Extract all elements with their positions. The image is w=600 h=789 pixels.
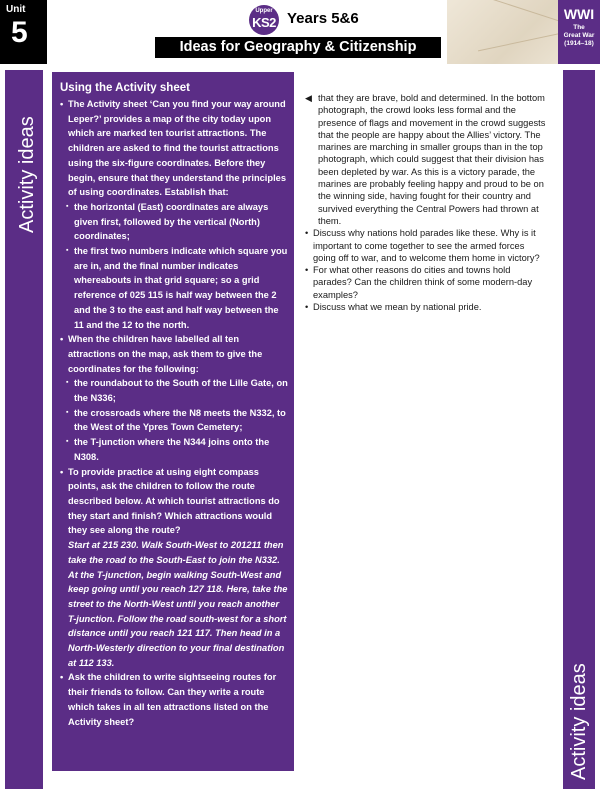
ks2-upper-label: Upper bbox=[255, 8, 273, 14]
unit-number: 5 bbox=[11, 16, 28, 49]
wwi-subtitle bbox=[558, 24, 600, 48]
continued-text: that they are brave, bold and determined. In the bottom photograph, the crowd looks less formal and the presence of flags and movement in the crowd suggests that the people are happy about the Allies’ victory. The marines are marching in smaller groups than in the top photograph, which could suggest that their division has been depleted by war. As this is a victory parade, the marines are probably feeling happy and proud to be on the winning side, having fought for their country and survived everything the Central Powers had thrown at them. bbox=[318, 93, 546, 226]
discussion-bullet: • Discuss why nations hold parades like these. Why is it important to come together to see the armed forces going off to war, and to welcome them home in victory? bbox=[305, 227, 549, 264]
discussion-bullet: • For what other reasons do cities and towns hold parades? Can the children think of some modern-day examples? bbox=[305, 264, 549, 301]
unit-label: Unit bbox=[6, 4, 26, 15]
activity-heading: Using the Activity sheet bbox=[60, 82, 190, 94]
right-side-label-text: Activity ideas bbox=[568, 663, 590, 780]
right-column bbox=[305, 92, 549, 313]
activity-sub-bullet: ▪ the horizontal (East) coordinates are always given first, followed by the vertical (North) coordinates; bbox=[60, 200, 288, 244]
wwi-line-2: Great War bbox=[563, 32, 595, 39]
activity-sub-bullet: ▪ the crossroads where the N8 meets the N332, to the West of the Ypres Town Cemetery; bbox=[60, 406, 288, 435]
years-label: Years 5&6 bbox=[287, 10, 359, 27]
ks2-label: KS2 bbox=[252, 15, 276, 30]
page-title: Ideas for Geography & Citizenship bbox=[155, 37, 441, 58]
activity-bullet: • When the children have labelled all ten attractions on the map, ask them to give the coordinates for the following: bbox=[60, 332, 288, 376]
ks2-badge bbox=[249, 5, 279, 35]
wwi-label: WWI bbox=[563, 6, 595, 22]
discussion-bullet: • Discuss what we mean by national pride. bbox=[305, 301, 549, 313]
activity-sub-bullet: ▪ the roundabout to the South of the Lille Gate, on the N336; bbox=[60, 376, 288, 405]
wwi-line-1: The bbox=[573, 24, 585, 31]
wwi-line-3: (1914–18) bbox=[564, 40, 594, 47]
wwi-badge bbox=[558, 0, 600, 64]
activity-bullet: • To provide practice at using eight compass points, ask the children to follow the route described below. At which tourist attractions do they start and finish? Which attractions would they see along the route? bbox=[60, 465, 288, 539]
activity-bullet: • Ask the children to write sightseeing routes for their friends to follow. Can they write a route which takes in all ten attractions listed on the Activity sheet? bbox=[60, 670, 288, 729]
route-directions: Start at 215 230. Walk South-West to 201211 then take the road to the South-East to join the N332. At the T-junction, begin walking South-West and keep going until you reach 127 118. Here, take the street to the North-West until you reach another T-junction. Follow the road south-west for a short distance until you reach 121 117. Then head in a North-Westerly direction to your final destination at 112 133. bbox=[68, 540, 288, 668]
activity-sub-bullet: ▪ the first two numbers indicate which square you are in, and the final number indicates whereabouts in that grid square; so a grid reference of 025 115 is half way between the 2 and the 3 to the east and half way between the 11 and the 12 to the north. bbox=[60, 244, 288, 332]
activity-bullet: • The Activity sheet ‘Can you find your way around Leper?’ provides a map of the city today upon which are marked ten tourist attractions. The children are asked to find the tourist attractions using the six-figure coordinates. Before they begin, ensure that they understand the principles of using coordinates. Establish that: bbox=[60, 97, 288, 200]
continued-arrow-icon: ◀ bbox=[305, 93, 312, 103]
activity-sub-bullet: ▪ the T-junction where the N344 joins onto the N308. bbox=[60, 435, 288, 464]
activity-sheet-panel bbox=[52, 72, 294, 771]
continued-paragraph bbox=[305, 92, 549, 227]
left-side-label-text: Activity ideas bbox=[16, 116, 38, 233]
unit-badge bbox=[0, 0, 47, 64]
